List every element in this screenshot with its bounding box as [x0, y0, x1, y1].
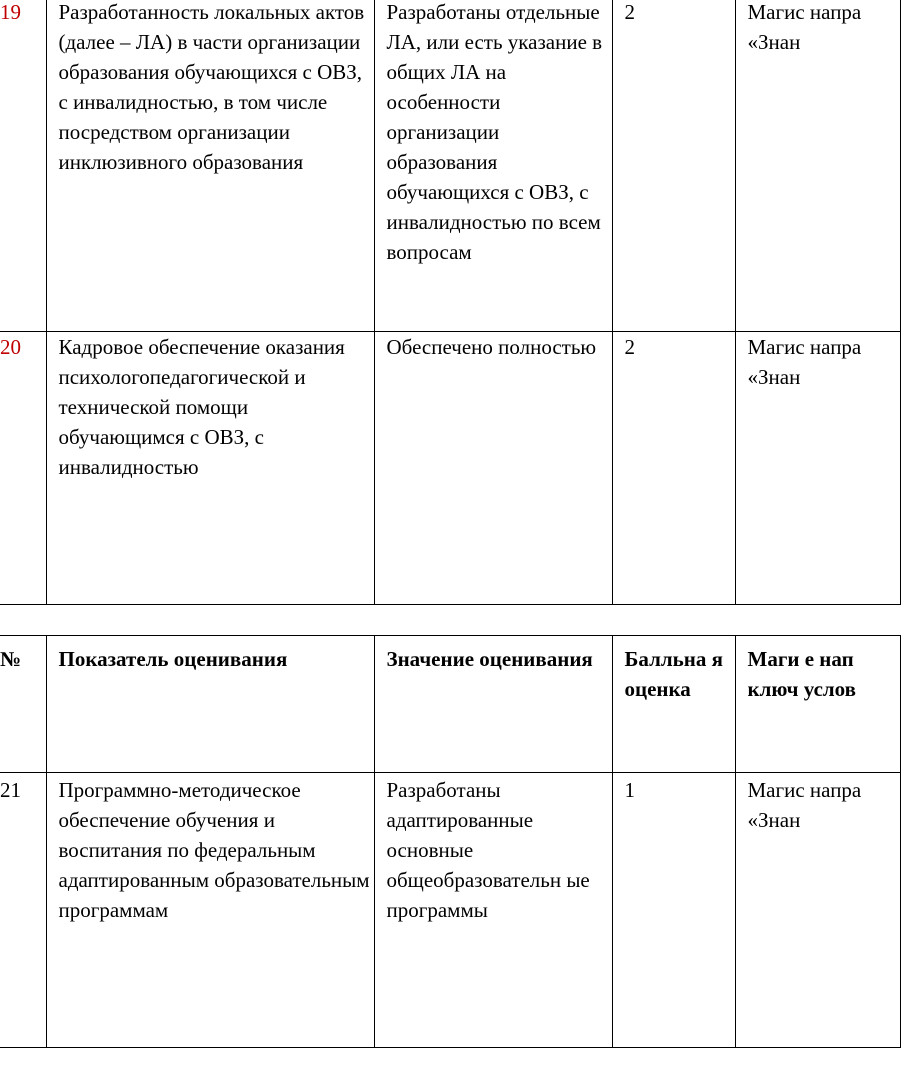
table-row	[0, 332, 900, 605]
table-row	[0, 773, 900, 1048]
header-score: Балльна я оценка	[612, 636, 735, 773]
indicator-cell: Программно-методическое обеспечение обучения и воспитания по федеральным адаптированным образовательным программам	[46, 773, 374, 1048]
header-number: №	[0, 636, 46, 773]
value-cell: Разработаны отдельные ЛА, или есть указание в общих ЛА на особенности организации образования обучающихся с ОВЗ, с инвалидностью по всем вопросам	[374, 0, 612, 332]
header-value: Значение оценивания	[374, 636, 612, 773]
indicators-table-2	[0, 635, 901, 1048]
score-cell: 2	[612, 332, 735, 605]
score-cell: 2	[612, 0, 735, 332]
header-indicator: Показатель оценивания	[46, 636, 374, 773]
table-header-row	[0, 636, 900, 773]
row-number: 20	[0, 332, 46, 605]
indicator-cell: Кадровое обеспечение оказания психологопедагогической и технической помощи обучающимся с ОВЗ, с инвалидностью	[46, 332, 374, 605]
row-number: 21	[0, 773, 46, 1048]
header-direction: Маги е нап ключ услов	[735, 636, 900, 773]
score-cell: 1	[612, 773, 735, 1048]
value-cell: Обеспечено полностью	[374, 332, 612, 605]
value-cell: Разработаны адаптированные основные общеобразовательн ые программы	[374, 773, 612, 1048]
direction-cell: Магис напра «Знан	[735, 773, 900, 1048]
row-number: 19	[0, 0, 46, 332]
direction-cell: Магис напра «Знан	[735, 0, 900, 332]
indicator-cell: Разработанность локальных актов (далее – ЛА) в части организации образования обучающихся с ОВЗ, с инвалидностью, в том числе посредством организации инклюзивного образования	[46, 0, 374, 332]
table-row	[0, 0, 900, 332]
direction-cell: Магис напра «Знан	[735, 332, 900, 605]
